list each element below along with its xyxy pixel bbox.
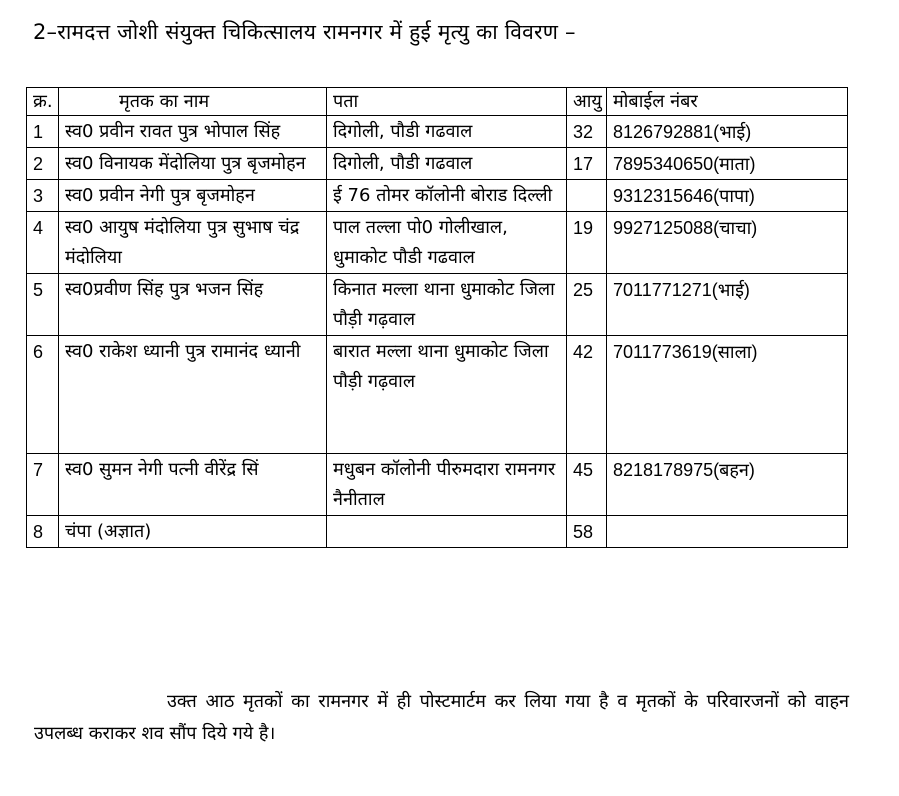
table-row xyxy=(27,180,848,212)
cell-name: स्व0 प्रवीन नेगी पुत्र बृजमोहन xyxy=(59,180,327,212)
cell-serial: 1 xyxy=(27,116,59,148)
cell-age: 17 xyxy=(567,148,607,180)
cell-serial: 3 xyxy=(27,180,59,212)
table-row xyxy=(27,116,848,148)
header-mobile: मोबाईल नंबर xyxy=(607,88,848,116)
cell-age: 25 xyxy=(567,274,607,336)
cell-name: स्व0 राकेश ध्यानी पुत्र रामानंद ध्यानी xyxy=(59,336,327,454)
cell-mobile: 9927125088(चाचा) xyxy=(607,212,848,274)
cell-mobile: 8126792881(भाई) xyxy=(607,116,848,148)
table-row xyxy=(27,212,848,274)
cell-age: 32 xyxy=(567,116,607,148)
cell-address: दिगोली, पौडी गढवाल xyxy=(327,148,567,180)
cell-name: चंपा (अज्ञात) xyxy=(59,516,327,548)
cell-address: किनात मल्ला थाना धुमाकोट जिला पौड़ी गढ़वाल xyxy=(327,274,567,336)
cell-serial: 4 xyxy=(27,212,59,274)
cell-address: पाल तल्ला पो0 गोलीखाल, धुमाकोट पौडी गढवाल xyxy=(327,212,567,274)
table-row xyxy=(27,516,848,548)
cell-serial: 2 xyxy=(27,148,59,180)
cell-address xyxy=(327,516,567,548)
footer-note: उक्त आठ मृतकों का रामनगर में ही पोस्टमार्टम कर लिया गया है व मृतकों के परिवारजनों को वाहन उपलब्ध कराकर शव सौंप दिये गये है। xyxy=(34,691,849,744)
cell-age: 58 xyxy=(567,516,607,548)
cell-mobile xyxy=(607,516,848,548)
cell-address: ई 76 तोमर कॉलोनी बोराड दिल्ली xyxy=(327,180,567,212)
header-name: मृतक का नाम xyxy=(59,88,327,116)
cell-mobile: 7011773619(साला) xyxy=(607,336,848,454)
table-row xyxy=(27,148,848,180)
cell-name: स्व0 सुमन नेगी पत्नी वीरेंद्र सिं xyxy=(59,454,327,516)
header-address: पता xyxy=(327,88,567,116)
table-header-row xyxy=(27,88,848,116)
cell-name: स्व0प्रवीण सिंह पुत्र भजन सिंह xyxy=(59,274,327,336)
cell-address: बारात मल्ला थाना धुमाकोट जिला पौड़ी गढ़वाल xyxy=(327,336,567,454)
cell-age: 45 xyxy=(567,454,607,516)
table-row xyxy=(27,274,848,336)
cell-mobile: 8218178975(बहन) xyxy=(607,454,848,516)
document-title: 2–रामदत्त जोशी संयुक्त चिकित्सालय रामनगर में हुई मृत्यु का विवरण – xyxy=(33,20,576,44)
cell-age: 19 xyxy=(567,212,607,274)
cell-serial: 5 xyxy=(27,274,59,336)
cell-age xyxy=(567,180,607,212)
cell-name: स्व0 विनायक मेंदोलिया पुत्र बृजमोहन xyxy=(59,148,327,180)
cell-serial: 8 xyxy=(27,516,59,548)
cell-age: 42 xyxy=(567,336,607,454)
header-age: आयु xyxy=(567,88,607,116)
cell-serial: 7 xyxy=(27,454,59,516)
header-serial: क्र. xyxy=(27,88,59,116)
cell-address: मधुबन कॉलोनी पीरुमदारा रामनगर नैनीताल xyxy=(327,454,567,516)
cell-address: दिगोली, पौडी गढवाल xyxy=(327,116,567,148)
cell-serial: 6 xyxy=(27,336,59,454)
table-row xyxy=(27,454,848,516)
cell-name: स्व0 आयुष मंदोलिया पुत्र सुभाष चंद्र मंदोलिया xyxy=(59,212,327,274)
cell-mobile: 9312315646(पापा) xyxy=(607,180,848,212)
table-row xyxy=(27,336,848,454)
cell-mobile: 7011771271(भाई) xyxy=(607,274,848,336)
cell-name: स्व0 प्रवीन रावत पुत्र भोपाल सिंह xyxy=(59,116,327,148)
cell-mobile: 7895340650(माता) xyxy=(607,148,848,180)
deceased-details-table xyxy=(26,87,848,548)
